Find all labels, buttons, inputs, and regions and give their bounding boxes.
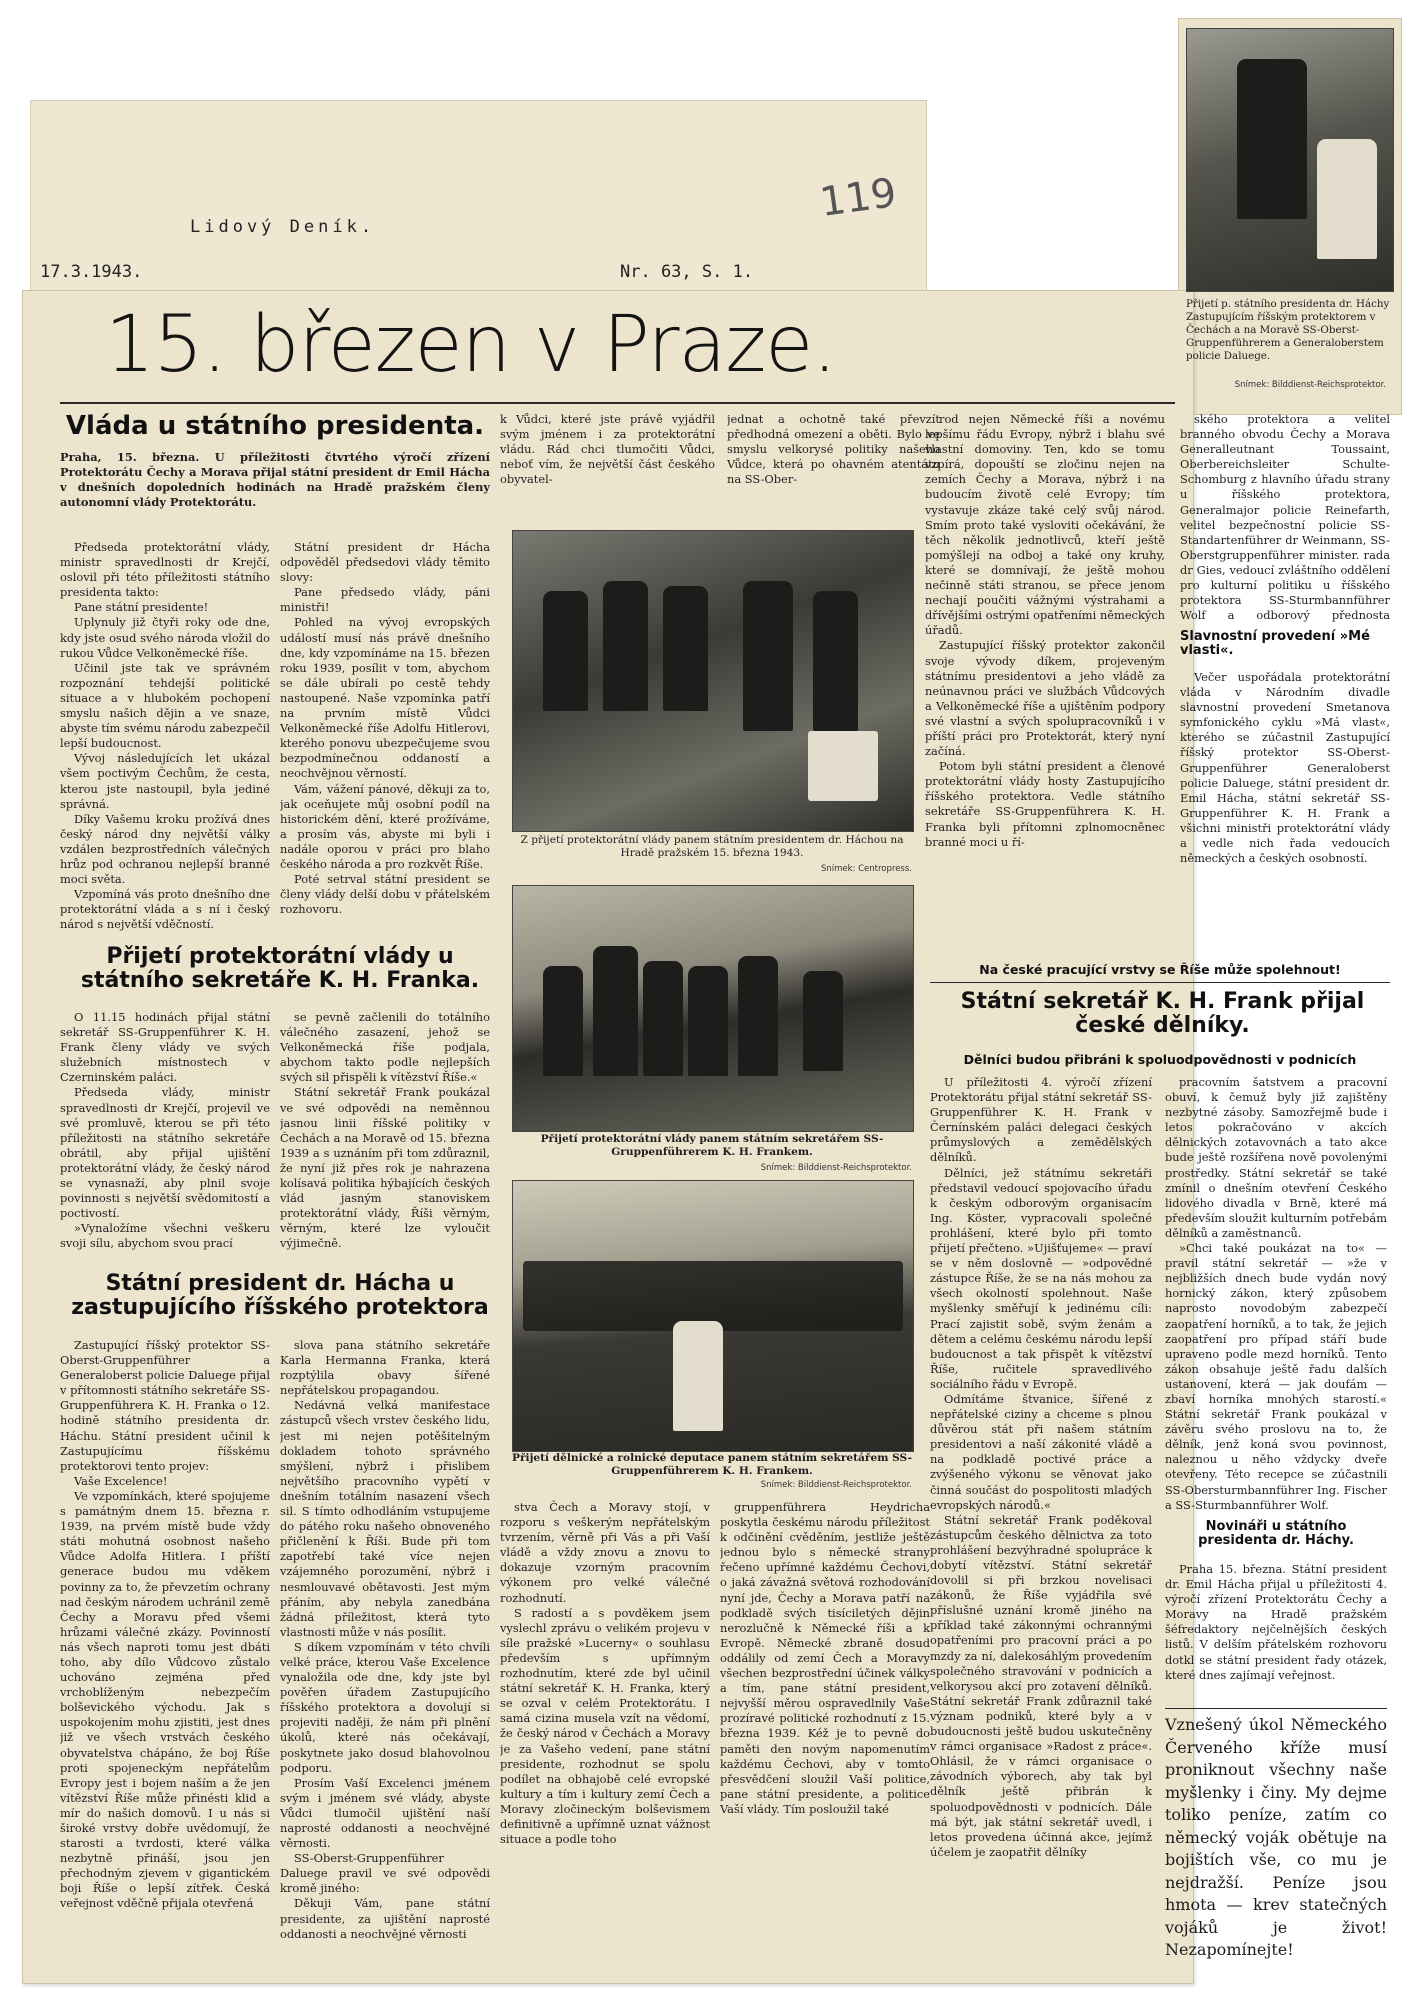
photo-figure (738, 956, 778, 1076)
article3-col2 (280, 1338, 490, 1978)
photo-figure (673, 1321, 723, 1431)
photo-caption-3: Přijetí dělnické a rolnické deputace panem státním sekretářem SS-Gruppenführerem K. H. Frankem. (512, 1452, 912, 1477)
photo-credit-3: Snímek: Bilddienst-Reichsprotektor. (760, 1480, 912, 1490)
paragraph: Ve vzpomínkách, které spojujeme s památným dnem 15. března r. 1939, na prvém místě bude vždy státi mohutná osobnost našeho Vůdce Adolfa Hitlera. I příští generace budou mu vděkem povinny za to, že převzetím ochrany nad českým národem uchránil země Čechy a Moravu před všemi hrůzami válečné zkázy. Povinností nás všech naproti tomu jest dbáti toho, aby dílo Vůdcovo zůstalo uchováno zejména před vrchoblíženým nebezpečím bolševického východu. Jak s uspokojením mohu zjistiti, jest dnes již ve všech vrstvách českého obyvatelstva chápáno, že boj Říše proti spojeneckým nepřátelům Evropy jest i bojem naším a že jen vítězství Říše může přinésti klid a mír do našich domovů. I u nás si široké vrstvy dobře uvědomují, že starosti a tvrdosti, které válka nezbytně přináší, jsou jen přechodným zjevem v gigantickém boji Říše o lepší zítřek. Česká veřejnost vděčně přijala otevřená (60, 1488, 270, 1911)
photo-chair (808, 731, 878, 801)
photo-figure (643, 961, 683, 1076)
paragraph: pracovním šatstvem a pracovní obuví, k čemuž byly již zajištěny nezbytné zásoby. Samozřejmě bude i letos pokračováno v akcích dělnických zotavovnách a tato akce bude ještě rozšířena nově povolenými prostředky. Státní sekretář se také zmínil o dnešním otevření Českého lidového divadla v Brně, které má především sloužit kulturním potřebám dělníků a zaměstnanců. (1165, 1075, 1387, 1240)
paragraph: Státní sekretář Frank poděkoval zástupcům českého dělnictva za toto prohlášení bezvýhradné spolupráce k dobytí vítězství. Státní sekretář dovolil si při brzkou novelisaci zákonů, že Říše vyjádřila své příslušné uznání kromě jiného na příklad také zákonnými ochrannými opatřeními pro pracovní práci a po mzdy za ní, dalekosáhlým provedením společného stravování v podnicích a velkorysou akcí pro zotavení dělníků. Státní sekretář Frank zdůraznil také význam podniků, které byly a v budoucnosti ještě budou uskutečněny v rámci organisace »Radost z práce«. Ohlásil, že v rámci organisace o závodních výborech, aby tak byl dělník ještě přibrán k spoluodpovědnosti v podnicích. Dále má být, jak státní sekretář uvedl, i letos provedena účinná akce, jejímž účelem je zaopatřit dělníky (930, 1512, 1152, 1859)
article1-col4-top: jednat a ochotně také převzít předhodná omezení a oběti. Bylo ve smyslu velkorysé politiky našeho Vůdce, která po ohavném atentátu na SS-Ober- (727, 412, 940, 487)
photo-figure (663, 586, 708, 711)
col6-top (1180, 412, 1390, 622)
paragraph: Odmítáme štvanice, šířené z nepřátelské ciziny a chceme s plnou důvěrou stát při našem státním presidentovi a naší zákonité vládě a na podkladě poctivé práce a zvýšeného výkonu se věnovat jako činná součást do pospolitosti mladých evropských národů.« (930, 1391, 1152, 1512)
article3-col4 (720, 1500, 930, 1978)
paragraph: stva Čech a Moravy stojí, v rozporu s veškerým nepřátelským tvrzením, věrně při Vás a při Vaší vládě a vždy znovu a znovu to dokazuje vzorným pracovním výkonem pro velké válečné rozhodnutí. (500, 1500, 710, 1605)
paper-name: Lidový Deník. (190, 217, 376, 237)
paragraph: U příležitosti 4. výročí zřízení Protektorátu přijal státní sekretář SS-Gruppenführer K. H. Frank v Černínském paláci delegaci českých průmyslových a zemědělských dělníků. (930, 1075, 1152, 1165)
article3-col3 (500, 1500, 710, 1978)
photo-caption-1: Z přijetí protektorátní vlády panem státním presidentem dr. Háchou na Hradě pražském 15. března 1943. (520, 834, 904, 859)
paragraph: S díkem vzpomínám v této chvíli velké práce, kterou Vaše Excelence vynaložila ode dne, kdy jste byl pověřen úřadem Zastupujícího říšského protektora a dovolují si projeviti naději, že nám při plnění úkolů, které nás očekávají, poskytnete jako dosud blahovolnou podporu. (280, 1639, 490, 1775)
article1-col3-top: k Vůdci, které jste právě vyjádřil svým jménem i za protektorátní vládu. Rád chci tlumočiti Vůdci, neboť vím, že největší část českého obyvatel- (500, 412, 715, 487)
paragraph: Vývoj následujících let ukázal všem poctivým Čechům, že cesta, kterou jste nastoupil, byla jediné správná. (60, 751, 270, 811)
article4-subtitle: Dělníci budou přibráni k spoluodpovědnosti v podnicích (963, 1052, 1357, 1067)
workers-deputation-photo (512, 1180, 914, 1452)
article4-col2 (1165, 1075, 1387, 1510)
paragraph: gruppenführera Heydricha poskytla českému národu příležitost k odčinění cvěděním, jestliže ještě jednou bylo s německé strany řečeno upřímné každému Čechovi, o jaká závažná světová rozhodování nyní jde, Čechy a Morava patří na podkladě svých tisíciletých dějin nerozlučně k Německé říši a k Evropě. Německé zbraně dosud oddálily od zemí Čech a Moravy všechen bezprostřední účinek války a tím, pane státní president, nejvyšší měrou ospravedlnily Vaše prozíravé politické rozhodnutí z 15. března 1939. Kéž je to pevně do paměti den novým napomenutím každému Čechovi, aby v tomto přesvědčení sloužil Vaší politice, pane státní presidente, a politice Vaší vlády. Tím posloužil také (720, 1500, 930, 1816)
paragraph: Večer uspořádala protektorátní vláda v Národním divadle slavnostní provedení Smetanova symfonického cyklu »Má vlast«, kterého se zúčastnil Zastupující říšský protektor SS-Oberst-Gruppenführer Generaloberst policie Daluege, státní president dr. Emil Hácha, státní sekretář SS-Gruppenführer K. H. Frank a všichni ministři protektorátní vlády a vedle nich řada vedoucích německých a českých osobností. (1180, 670, 1390, 866)
paragraph: Vám, vážení pánové, děkuji za to, jak oceňujete můj osobní podíl na historickém dění, které prožíváme, a prosím vás, abyste mi byli i nadále oporou v práci pro blaho českého národa a pro rozkvět Říše. (280, 781, 490, 871)
article3-title: Státní president dr. Hácha u zastupujícího říšského protektora (71, 1271, 489, 1321)
government-photo (512, 530, 914, 832)
paragraph: slova pana státního sekretáře Karla Hermanna Franka, která rozptýlila obavy šířené nepřátelskou propagandou. (280, 1338, 490, 1398)
photo-figure (593, 946, 638, 1076)
handwritten-number: 119 (817, 169, 900, 227)
photo-figure (543, 966, 583, 1076)
hacha-daluege-photo (1186, 28, 1394, 292)
stamp-clipping (30, 100, 927, 302)
banner-rule (930, 982, 1390, 983)
paragraph: »Chci také poukázat na to« — pravil státní sekretář — »že v nejbližších dnech bude vydán nový hornický zákon, který způsobem naprosto novodobým zabezpečí zaopatření horníků, a to tak, že jejich zaopatření pro případ stáří bude upraveno podle mezd horníků. Tento zákon obsahuje ještě řadu dalších ustanovení, která — jak doufám — zbaví horníka mnohých starostí.« Státní sekretář Frank poukázal v závěru svého proslovu na to, že dělník, jenž koná svou povinnost, naleznou u něho vždycky dveře otevřeny. Této recepce se zúčastnili SS-Obersturmbannführer Ing. Fischer a SS-Sturmbannführer Wolf. (1165, 1241, 1387, 1510)
issue-stamp: Nr. 63, S. 1. (620, 262, 754, 282)
paragraph: Díky Vašemu kroku prožívá dnes český národ dny největší války vzdálen bezprostředních válečných hrůz pod ochranou nejlepší branné moci světa. (60, 811, 270, 887)
photo-figure (543, 591, 588, 711)
article1-title: Vláda u státního presidenta. (65, 411, 485, 441)
appeal-rule (1165, 1708, 1387, 1709)
article-slav-text (1180, 670, 1390, 960)
photo-figure (813, 591, 858, 731)
photo-figure (743, 581, 793, 731)
photo-figure (803, 971, 843, 1071)
paragraph: »Vynaložíme všechni veškeru svoji sílu, abychom svou prací (60, 1221, 270, 1251)
paragraph: Uplynuly již čtyři roky ode dne, kdy jste osud svého národa vložil do rukou Vůdce Velkoněmecké říše. (60, 615, 270, 660)
date-stamp: 17.3.1943. (40, 262, 143, 282)
headline-rule (60, 402, 1175, 404)
article4-title: Státní sekretář K. H. Frank přijal české dělníky. (960, 989, 1365, 1039)
main-headline: 15. březen v Praze. (105, 300, 837, 390)
paragraph: Učinil jste tak ve správném rozpoznání tehdejší politické situace a v hlubokém pochopení smyslu našich dějin a ve snaze, abyste tím svému národu zabezpečil lepší budoucnost. (60, 660, 270, 751)
photo-figure (603, 581, 648, 711)
red-cross-appeal: Vznešený úkol Německého Červeného kříže musí proniknout všechny naše myšlenky i činy. My dejme toliko peníze, zatím co německý voják obětuje na bojištích vše, co mu je nejdražší. Peníze jsou hmota — krev statečných vojáků je život! Nezapomínejte! (1165, 1715, 1387, 1959)
paragraph: Státní president dr Hácha odpověděl předsedovi vlády těmito slovy: (280, 540, 490, 585)
article2-title: Přijetí protektorátní vlády u státního sekretáře K. H. Franka. (80, 944, 480, 994)
col5-top (925, 412, 1165, 957)
article1-lead: Praha, 15. března. U příležitosti čtvrtého výročí zřízení Protektorátu Čechy a Morava přijal státní president dr Emil Hácha v dnešních dopoledních hodinách na Hradě pražském členy autonomní vlády Protektorátu. (60, 450, 490, 510)
photo-caption-2: Přijetí protektorátní vlády panem státním sekretářem SS-Gruppenführerem K. H. Frankem. (540, 1133, 884, 1158)
paragraph: Předseda protektorátní vlády, ministr spravedlnosti dr Krejčí, oslovil při této příležitosti státního presidenta takto: (60, 540, 270, 600)
paragraph: se pevně začlenili do totálního válečného zasazení, jehož se Velkoněmecká říše podjala, abychom takto podle nejlepších svých sil přispěli k vítězství Říše.« (280, 1010, 490, 1085)
paragraph: Pohled na vývoj evropských událostí musí nás právě dnešního dne, kdy vzpomínáme na 15. březen roku 1939, posílit v tom, abychom se dále ubírali po cestě tehdy nastoupené. Naše vzpomínka patří na prvním místě Vůdci Velkoněmecké říše Adolfu Hitlerovi, kterého ponovu ubezpečujeme svou bezpodmínečnou oddaností a neochvějnou věrností. (280, 615, 490, 781)
paragraph: ského protektora a velitel branného obvodu Čechy a Morava Generalleutnant Toussaint, Oberbereichsleiter Schulte-Schomburg z hlavního úřadu strany u říšského protektora, Generalmajor policie Reinefarth, velitel bezpečnostní policie SS-Standartenführer dr Weinmann, SS-Oberstgruppenführer minister. rada dr Gies, vedoucí zvláštního oddělení pro kulturní politiku u říšského protektora SS-Sturmbannführer Wolf a odborový přednosta (1180, 412, 1390, 622)
article3-col1 (60, 1338, 270, 1978)
paragraph: Dělníci, jež státnímu sekretáři představil vedoucí spojovacího úřadu k českým odborovým organisacím Ing. Köster, vypracovali společné prohlášení, které bylo při tomto přijetí přečteno. »Ujišťujeme« — praví se v něm doslovně — »odpovědné zástupce Říše, že se na nás mohou za všech okolností spolehnout. Naše myšlenky směřují k jedinému cíli: Prací zajistit sobě, svým ženám a dětem a celému českému národu lepší budoucnost a tak přispět k vítězství Říše, ručitele spravedlivého sociálního řádu v Evropě. (930, 1165, 1152, 1391)
paragraph: Vzpomíná vás proto dnešního dne protektorátní vláda a s ní i český národ s největší vděčností. (60, 887, 270, 932)
paragraph: Zastupující říšský protektor zakončil svoje vývody díkem, projeveným státnímu presidentovi a jeho vládě za neúnavnou práci ve službách Vůdcových a Velkoněmecké říše a ujištěním podpory své vlastní a svých spolupracovníků i v příští práci pro Protektorát, který nyní začíná. (925, 638, 1165, 759)
paragraph: Potom byli státní president a členové protektorátní vlády hosty Zastupujícího říšského protektora. Vedle státního sekretáře SS-Gruppenführera K. H. Franka byli přítomni zplnomocněnec branné moci u ří- (925, 759, 1165, 849)
photo-credit-2: Snímek: Bilddienst-Reichsprotektor. (760, 1163, 912, 1173)
photo-figure (1237, 59, 1307, 219)
paragraph: Nedávná velká manifestace zástupců všech vrstev českého lidu, jest mi nejen potěšitelným dokladem tohoto správného smýšlení, nýbrž i přislibem největšího pracovního vypětí v dnešním totálním nasazení všech sil. S tímto odhodláním vstupujeme do pátého roku našeho obnoveného přičlenění k Říši. Bude při tom zapotřebí také více nejen vzájemného porozumění, nýbrž i nesmlouvavé obětavosti. Jest mým přáním, aby nebyla zanedbána žádná příležitost, která tyto vlastnosti může v nás posílit. (280, 1398, 490, 1639)
article1-col2 (280, 540, 490, 935)
article4-col1 (930, 1075, 1152, 1978)
paragraph: Státní sekretář Frank poukázal ve své odpovědi na neměnnou jasnou linii říšské politiky v Čechách a na Moravě od 15. března 1939 a s uznáním při tom zdůraznil, že nyní již přes rok je nahrazena kolísavá politika hýbajících českých vlád jasným stanoviskem protektorátní vlády, Říši věrným, věrným, které lze vyloučit výjimečně. (280, 1085, 490, 1251)
paragraph: O 11.15 hodinách přijal státní sekretář SS-Gruppenführer K. H. Frank členy vlády ve svých služebních místnostech v Czerninském paláci. (60, 1010, 270, 1085)
article2-col1 (60, 1010, 270, 1260)
article1-col1 (60, 540, 270, 935)
photo-caption-top: Přijetí p. státního presidenta dr. Háchy Zastupujícím říšským protektorem v Čechách a na Moravě SS-Oberst-Gruppenführerem a Generaloberstem policie Daluege. (1186, 298, 1390, 362)
paragraph: Pane státní presidente! (74, 600, 209, 615)
paragraph: Předseda vlády, ministr spravedlnosti dr Krejčí, projevil ve své promluvě, kterou se při této příležitosti na státního sekretáře obrátil, aby přijal ujištění protektorátní vlády, že český národ se vynasnaží, aby plnil svoje povinnosti s největší svědomitostí a poctivostí. (60, 1085, 270, 1221)
novinari-title: Novináři u státního presidenta dr. Háchy. (1198, 1519, 1354, 1549)
paragraph: Zastupující říšský protektor SS-Oberst-Gruppenführer a Generaloberst policie Daluege přijal v přítomnosti státního sekretáře SS-Gruppenführera K. H. Franka o 12. hodině státního presidenta dr. Háchu. Státní president učinil k Zastupujícímu říšskému protektorovi tento projev: (60, 1338, 270, 1473)
frank-government-photo (512, 885, 914, 1132)
paragraph: rod nejen Německé říši a novému lepšímu řádu Evropy, nýbrž i blahu své vlastní domoviny. Ten, kdo se tomu vzpírá, dopouští se zločinu nejen na zemích Čechy a Morava, nýbrž i na budoucím životě celé Evropy; tím vystavuje zkáze také celý svůj národ. Smím proto také vysloviti očekávání, že těch několik jednotlivců, kteří ještě pomýšlejí na odboj a také ony kruhy, které se domnívají, že ještě mohou nečinně státi stranou, se přece jenom nechají poučiti vážnými výstrahami a dřívějšími ostrými opatřeními německých úřadů. (925, 412, 1165, 638)
banner-line: Na české pracující vrstvy se Říše může spolehnout! (979, 962, 1341, 977)
paragraph: SS-Oberst-Gruppenführer Daluege pravil ve své odpovědi kromě jiného: (280, 1851, 490, 1896)
paragraph: Poté setrval státní president se členy vlády delší dobu v přátelském rozhovoru. (280, 872, 490, 917)
article-slav-title: Slavnostní provedení »Mé vlasti«. (1180, 629, 1370, 659)
novinari-text (1165, 1562, 1387, 1702)
photo-figure (1317, 139, 1377, 259)
paragraph: Vaše Excelence! (74, 1473, 168, 1488)
photo-credit-top: Snímek: Bilddienst-Reichsprotektor. (1234, 380, 1386, 390)
paragraph: Děkuji Vám, pane státní presidente, za ujištění naprosté oddanosti a neochvějné věrnosti (280, 1896, 490, 1941)
photo-figure (688, 966, 728, 1076)
article2-col2 (280, 1010, 490, 1260)
paragraph: S radostí a s povděkem jsem vyslechl zprávu o velikém projevu v síle pražské »Lucerny« o souhlasu především s upřímným rozhodnutím, které zde byl učinil státní sekretář K. H. Franka, který se ozval v celém Protektorátu. I samá cizina musela vzít na vědomí, že český národ v Čechách a Moravy je za Vašeho vedení, pane státní presidente, rozhodnut se spolu podílet na obhajobě celé evropské kultury a tím i kultury zemí Čech a Moravy zločineckým bolševismem definitivně a upřímně uznat vážnost situace a podle toho (500, 1605, 710, 1847)
paragraph: Prosím Vaší Excelenci jménem svým i jménem své vlády, abyste Vůdci tlumočil ujištění naší naprosté oddanosti a neochvějné věrnosti. (280, 1775, 490, 1851)
paragraph: Praha 15. března. Státní president dr. Emil Hácha přijal u příležitosti 4. výročí zřízení Protektorátu Čechy a Moravy na Hradě pražském šéfredaktory nejčelnějších českých listů. V delším přátelském rozhovoru dotkl se státní president řady otázek, které dnes zajímají veřejnost. (1165, 1562, 1387, 1682)
paragraph: Pane předsedo vlády, páni ministři! (280, 585, 490, 615)
photo-credit-1: Snímek: Centropress. (820, 864, 912, 874)
